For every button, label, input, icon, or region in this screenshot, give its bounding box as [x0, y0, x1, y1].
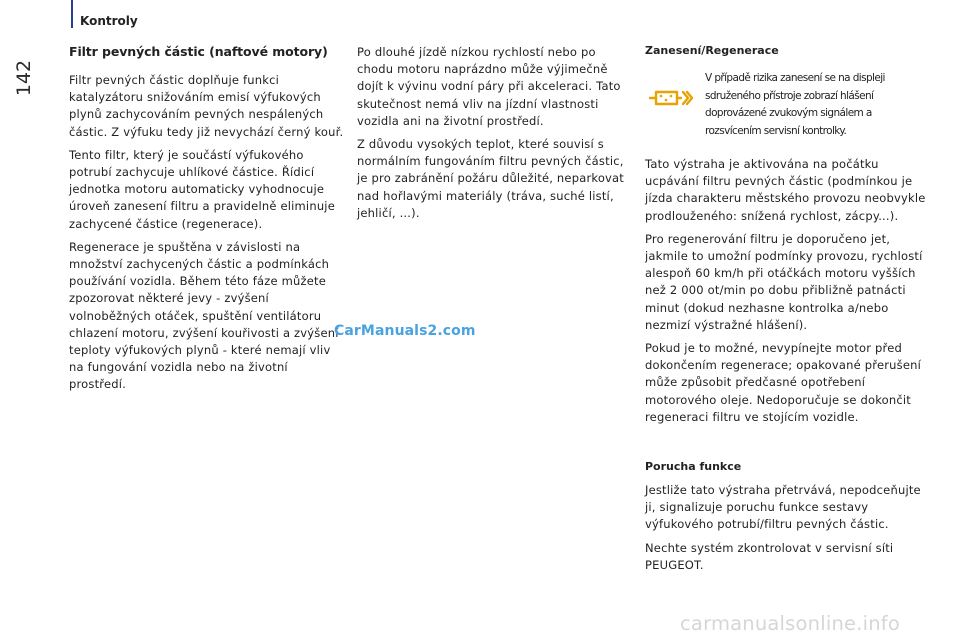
col3-paragraph-2: Pro regenerování filtru je doporučeno jet, jakmile to umožní podmínky provozu, rychlostí alespoň 60 km/h při otáčkách motoru vyšších než 2 000 ot/min po dobu přibližně patnácti minut (dokud nezhasne kontrolka a/nebo nezmizí výstražné hlášení). [645, 231, 923, 332]
spacer [645, 432, 927, 460]
fault-section-title: Porucha funkce [645, 460, 742, 474]
warning-text: V případě rizika zanesení se na displeji sdruženého přístroje zobrazí hlášení doprovázené zvukovým signálem a rozsvícením servisní kontrolky. [705, 72, 885, 137]
page-number: 142 [13, 59, 35, 97]
fault-paragraph-2: Nechte systém zkontrolovat v servisní síti PEUGEOT. [645, 540, 894, 572]
particle-filter-warning-icon [647, 86, 695, 110]
col2-paragraph-1: Po dlouhé jízdě nízkou rychlostí nebo po chodu motoru naprázdno může výjimečně dojít k vývinu vodní páry při akceleraci. Tato skutečnost nemá vliv na jízdní vlastnosti vozidla ani na životní prostředí. [357, 45, 621, 128]
col3-paragraph-3: Pokud je to možné, nevypínejte motor před dokončením regenerace; opakované přerušení může způsobit předčasné opotřebení motorového oleje. Nedoporučuje se dokončit regeneraci filtru ve stojícím vozidle. [645, 341, 921, 424]
footer-watermark: carmanualsonline.info [680, 612, 900, 635]
warning-box [645, 70, 927, 142]
col1-paragraph-1: Filtr pevných částic doplňuje funkci katalyzátoru snižováním emisí výfukových plynů zachycováním pevných nespálených částic. Z výfuku tedy již nevychází černý kouř. [69, 73, 344, 139]
column-1 [69, 44, 347, 400]
column-2 [357, 44, 629, 228]
col1-paragraph-3: Regenerace je spuštěna v závislosti na množství zachycených částic a podmínkách používání vozidla. Během této fáze můžete zpozorovat některé jevy - zvýšení volnoběžných otáček, spuštění ventilátoru chlazení motoru, zvýšení kouřivosti a zvýšení teploty výfukových plynů - které nemají vliv na fungování vozidla nebo na životní prostředí. [69, 239, 339, 392]
header-accent-bar [71, 0, 73, 28]
col2-paragraph-2: Z důvodu vysokých teplot, které souvisí s normálním fungováním filtru pevných částic, je pro zabránění požáru důležité, neparkovat nad hořlavými materiály (tráva, suché listí, jehličí, ...). [357, 137, 625, 220]
col3-paragraph-1: Tato výstraha je aktivována na počátku ucpávání filtru pevných částic (podmínkou je jízda charakteru městského provozu neobvykle prodlouženého: snížená rychlost, zácpy...). [645, 157, 926, 223]
clogging-section-title: Zanesení/Regenerace [645, 44, 779, 57]
section-title: Kontroly [80, 14, 138, 28]
col1-paragraph-2: Tento filtr, který je součástí výfukového potrubí zachycuje uhlíkové částice. Řídicí jednotka motoru automaticky vyhodnocuje úroveň zanesení filtru a pravidelně eliminuje zachycené částice (regenerace). [69, 147, 335, 231]
fault-paragraph-1: Jestliže tato výstraha přetrvává, nepodceňujte ji, signalizuje poruchu funkce sestavy výfukového potrubí/filtru pevných částic. [645, 483, 921, 532]
column-3 [645, 44, 927, 580]
center-watermark: CarManuals2.com [334, 323, 476, 339]
dpf-heading: Filtr pevných částic (naftové motory) [69, 44, 328, 59]
